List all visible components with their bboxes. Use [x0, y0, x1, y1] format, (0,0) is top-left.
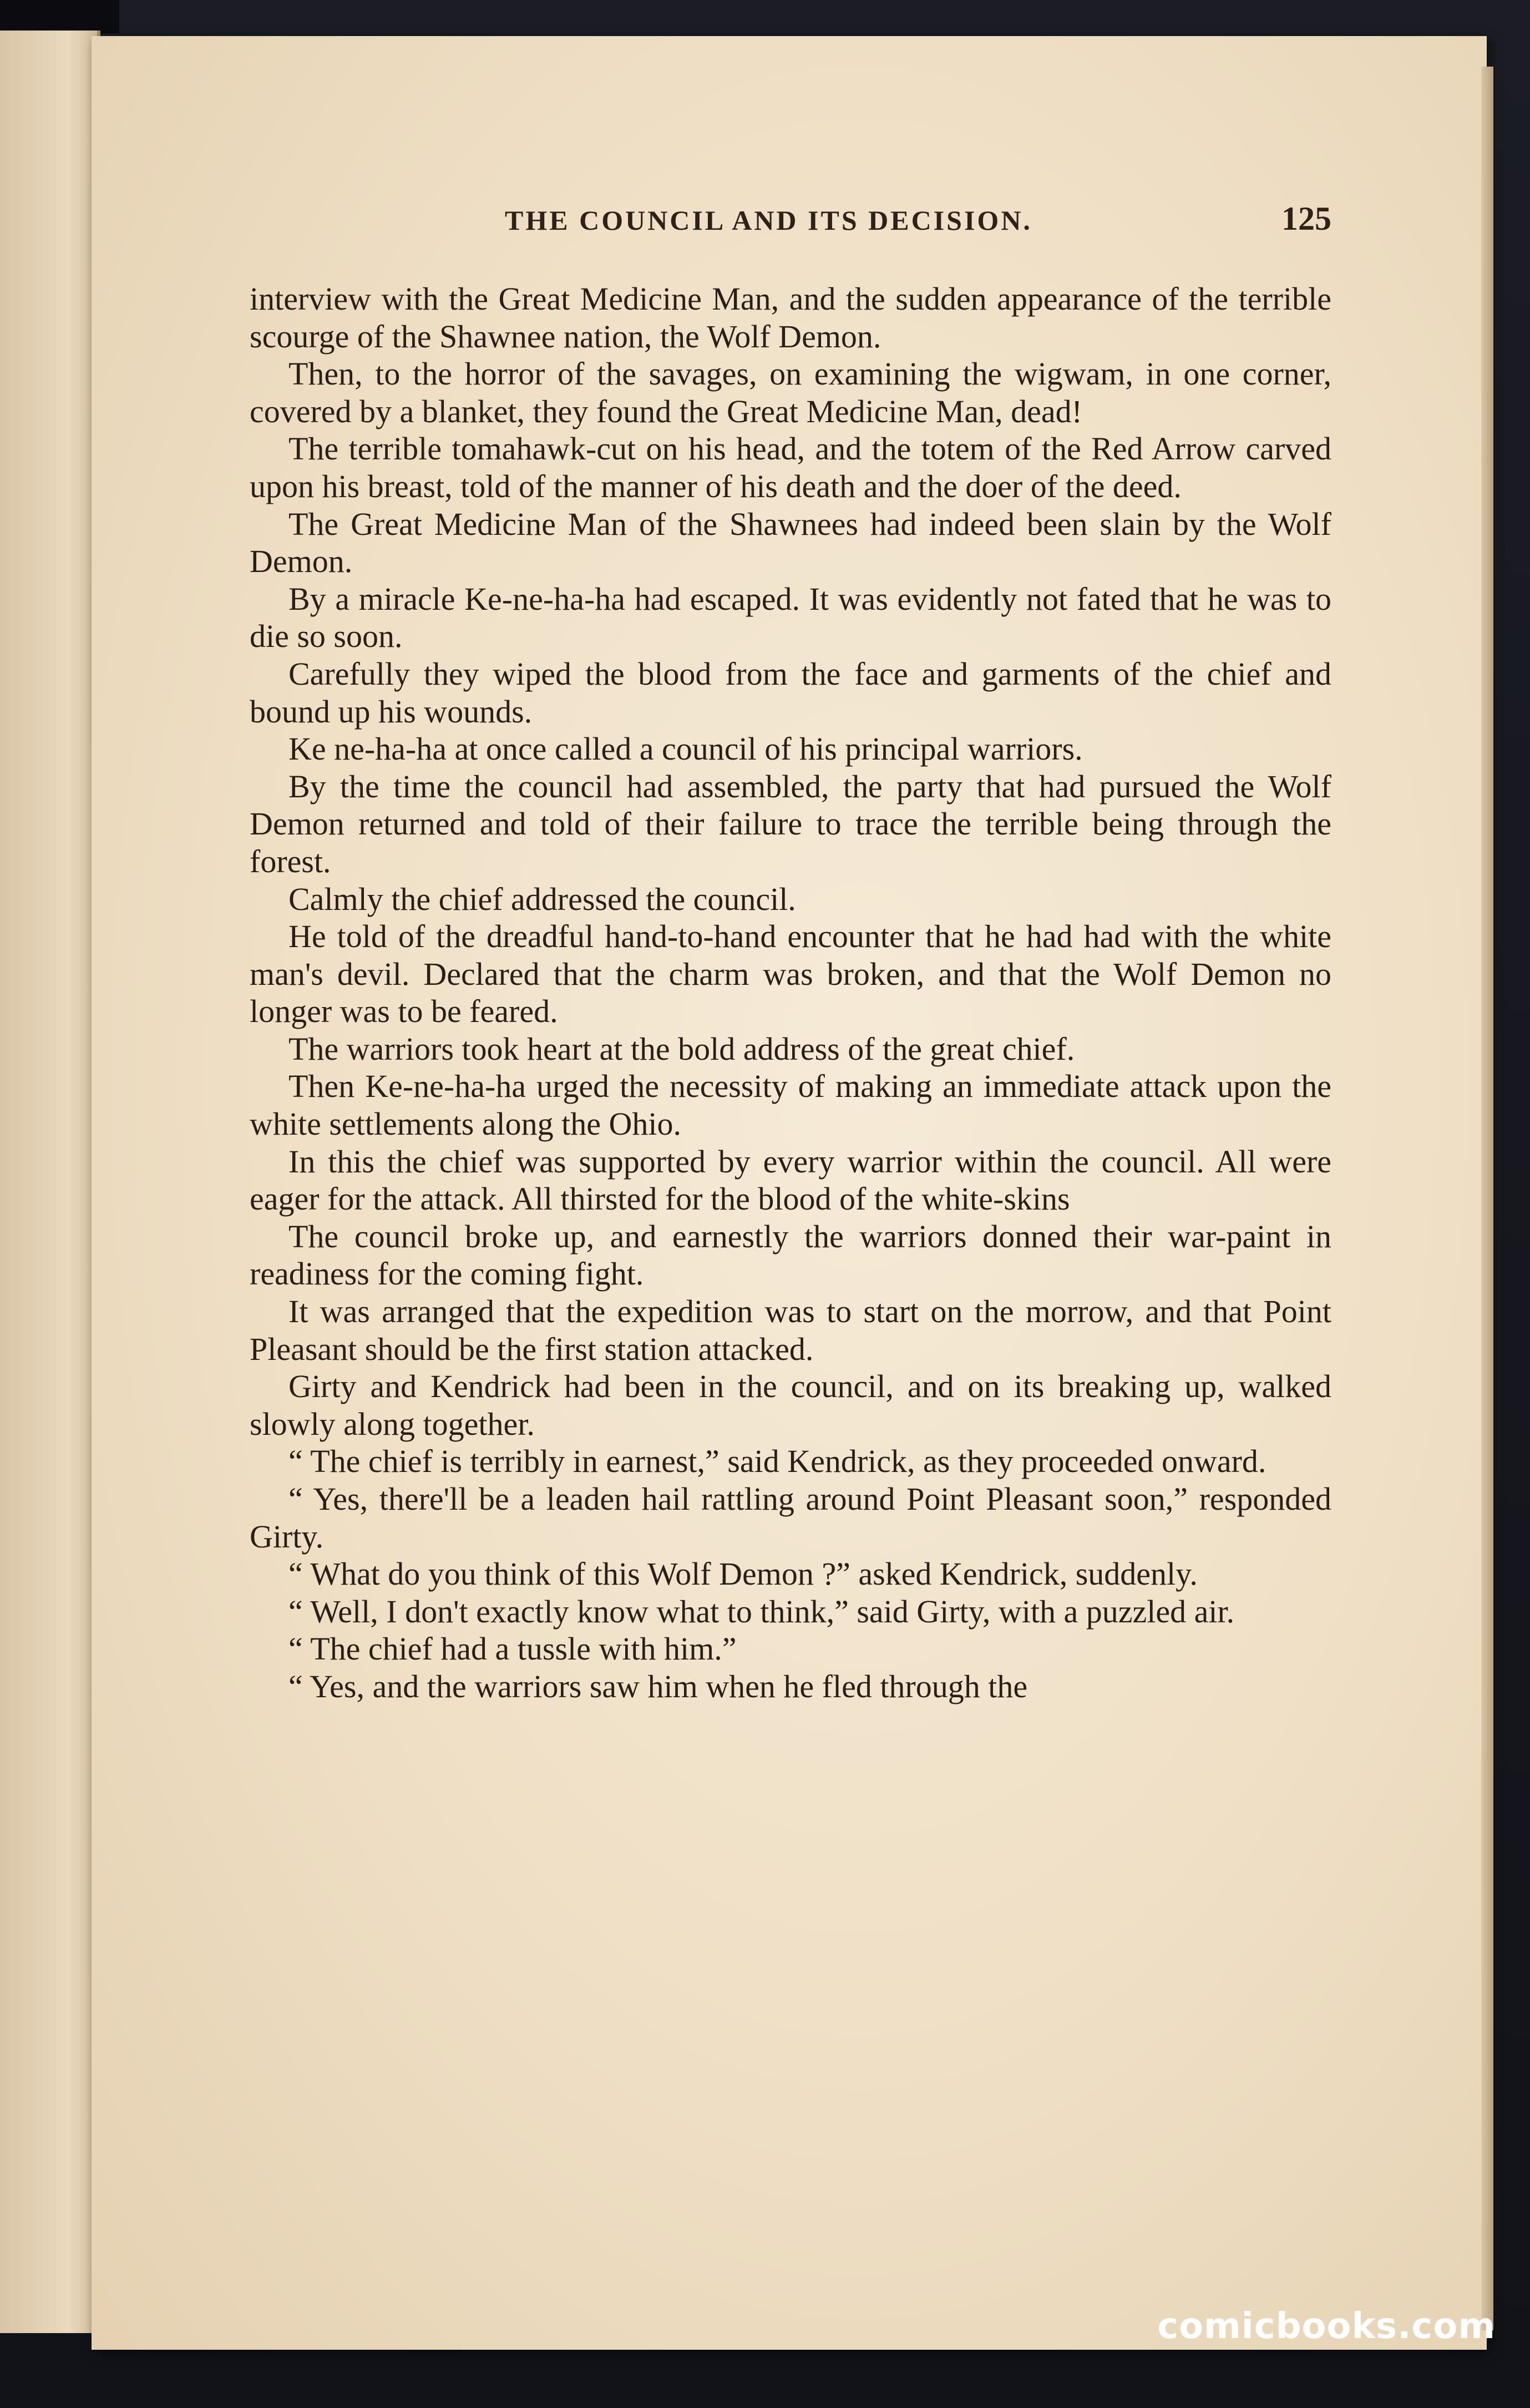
paragraph: He told of the dreadful hand-to-hand encounter that he had had with the white man's devil. Declared that the charm was broken, and that the Wolf Demon no longer was to be feared. — [250, 918, 1331, 1030]
book-binding — [0, 0, 119, 33]
paragraph: The terrible tomahawk-cut on his head, and the totem of the Red Arrow carved upon his breast, told of the manner of his death and the doer of the deed. — [250, 431, 1331, 504]
paragraph: The council broke up, and earnestly the warriors donned their war-paint in readiness for the coming fight. — [250, 1218, 1331, 1292]
running-head: THE COUNCIL AND ITS DECISION. — [505, 205, 1032, 236]
page-header — [250, 200, 1331, 250]
paragraph: Girty and Kendrick had been in the council, and on its breaking up, walked slowly along together. — [250, 1368, 1331, 1442]
paragraph: Carefully they wiped the blood from the face and garments of the chief and bound up his wounds. — [250, 655, 1331, 730]
paragraph: “ What do you think of this Wolf Demon ?” asked Kendrick, suddenly. — [288, 1556, 1198, 1592]
paragraph: It was arranged that the expedition was to start on the morrow, and that Point Pleasant should be the first station attacked. — [250, 1293, 1331, 1367]
paragraph: The warriors took heart at the bold address of the great chief. — [288, 1030, 1075, 1067]
watermark: comicbooks.com — [1157, 2306, 1496, 2347]
paragraph: By a miracle Ke-ne-ha-ha had escaped. It was evidently not fated that he was to die so soon. — [250, 580, 1331, 655]
page-number: 125 — [1281, 200, 1331, 237]
paragraph: Then, to the horror of the savages, on examining the wigwam, in one corner, covered by a blanket, they found the Great Medicine Man, dead! — [250, 356, 1331, 429]
paragraph: The Great Medicine Man of the Shawnees had indeed been slain by the Wolf Demon. — [250, 505, 1331, 580]
body-text — [250, 280, 1331, 1706]
paragraph: “ Yes, there'll be a leaden hail rattling around Point Pleasant soon,” responded Girty. — [250, 1481, 1331, 1555]
paragraph: Calmly the chief addressed the council. — [288, 881, 796, 917]
paragraph: “ The chief had a tussle with him.” — [288, 1631, 737, 1667]
paragraph: interview with the Great Medicine Man, and the sudden appearance of the terrible scourge of the Shawnee nation, the Wolf Demon. — [250, 281, 1331, 355]
paragraph: “ The chief is terribly in earnest,” said Kendrick, as they proceeded onward. — [288, 1443, 1266, 1480]
paragraph: In this the chief was supported by every warrior within the council. All were eager for the attack. All thirsted for the blood of the white-skins — [250, 1143, 1331, 1217]
facing-page-edge — [0, 31, 100, 2333]
paragraph: Ke ne-ha-ha at once called a council of his principal warriors. — [288, 731, 1083, 767]
page-stack-edge — [1481, 67, 1493, 2330]
paragraph: “ Well, I don't exactly know what to think,” said Girty, with a puzzled air. — [288, 1593, 1235, 1630]
paragraph: “ Yes, and the warriors saw him when he fled through the — [288, 1668, 1028, 1704]
paragraph: By the time the council had assembled, the party that had pursued the Wolf Demon returned and told of their failure to trace the terrible being through the forest. — [250, 768, 1331, 879]
paragraph: Then Ke-ne-ha-ha urged the necessity of making an immediate attack upon the white settlements along the Ohio. — [250, 1068, 1331, 1142]
